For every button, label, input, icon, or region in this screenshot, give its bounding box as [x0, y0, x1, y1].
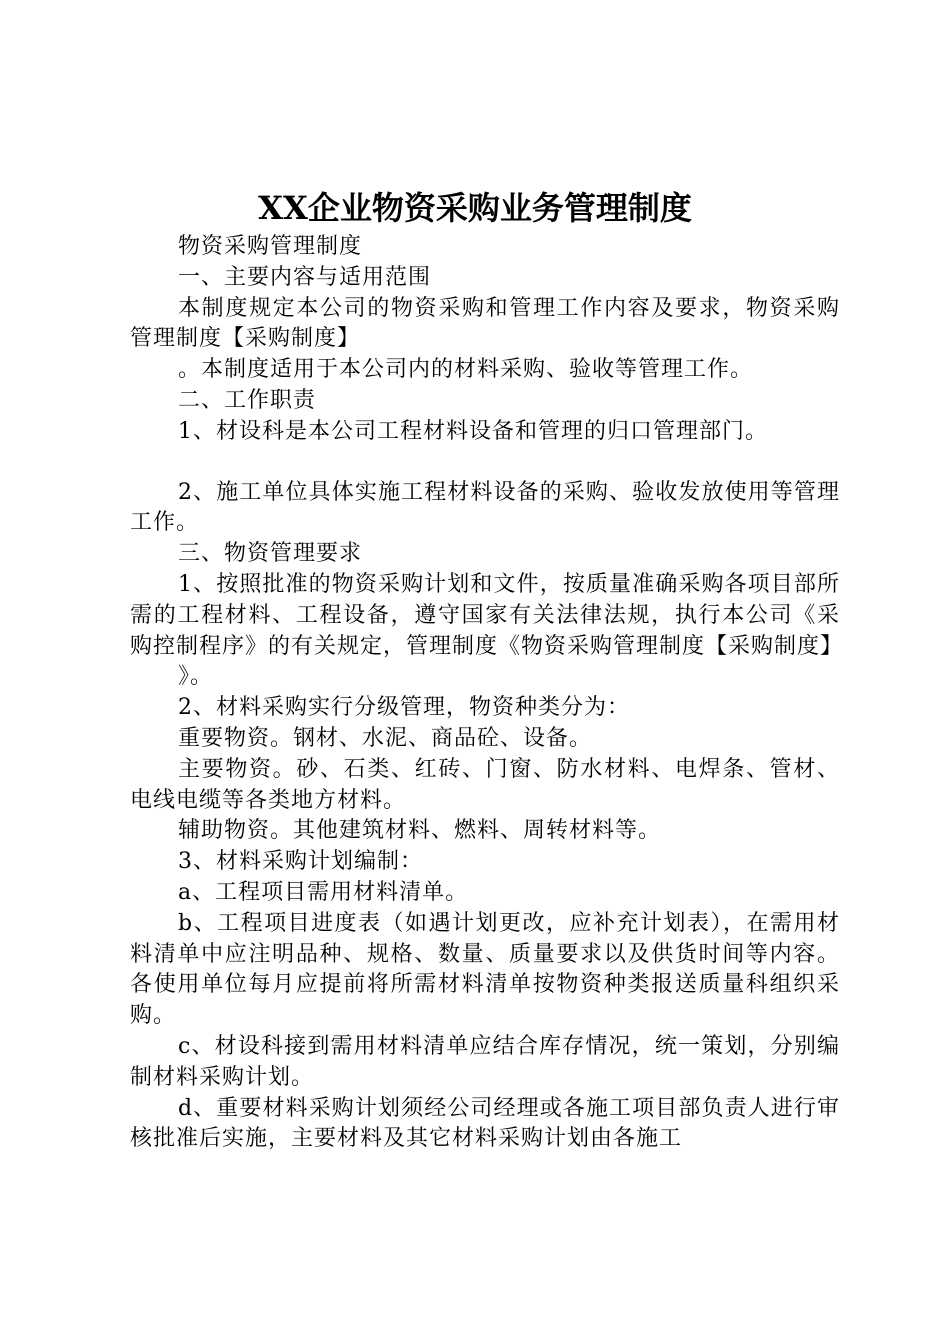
- paragraph: 重要物资。钢材、水泥、商品砼、设备。: [178, 725, 593, 751]
- paragraph: 辅助物资。其他建筑材料、燃料、周转材料等。: [178, 818, 662, 844]
- document-body: [130, 232, 844, 1155]
- paragraph: 3、材料采购计划编制：: [178, 849, 423, 875]
- paragraph: 主要物资。砂、石类、红砖、门窗、防水材料、电焊条、管材、电线电缆等各类地方材料。: [130, 756, 840, 813]
- section-heading: 三、物资管理要求: [178, 541, 363, 567]
- paragraph: 物资采购管理制度: [178, 234, 363, 259]
- section-heading: 二、工作职责: [178, 387, 317, 413]
- paragraph: c、材设科接到需用材料清单应结合库存情况，统一策划，分别编制材料采购计划。: [130, 1033, 840, 1090]
- paragraph: 1、材设科是本公司工程材料设备和管理的归口管理部门。: [178, 418, 768, 444]
- paragraph: 。本制度适用于本公司内的材料采购、验收等管理工作。: [178, 357, 754, 383]
- section-heading: 一、主要内容与适用范围: [178, 264, 432, 290]
- paragraph: 2、施工单位具体实施工程材料设备的采购、验收发放使用等管理工作。: [130, 479, 840, 536]
- document-title: XX企业物资采购业务管理制度: [258, 189, 692, 227]
- paragraph: 》。: [178, 664, 214, 690]
- paragraph: a、工程项目需用材料清单。: [178, 879, 469, 905]
- paragraph: b、工程项目进度表（如遇计划更改，应补充计划表），在需用材料清单中应注明品种、规格、数量、质量要求以及供货时间等内容。各使用单位每月应提前将所需材料清单按物资种类报送质量科组织采购。: [130, 910, 840, 1029]
- paragraph: d、重要材料采购计划须经公司经理或各施工项目部负责人进行审核批准后实施，主要材料及其它材料采购计划由各施工: [130, 1095, 840, 1152]
- paragraph: 1、按照批准的物资采购计划和文件，按质量准确采购各项目部所需的工程材料、工程设备，遵守国家有关法律法规，执行本公司《采购控制程序》的有关规定，管理制度《物资采购管理制度【采购制度】: [130, 571, 844, 659]
- paragraph: 2、材料采购实行分级管理，物资种类分为：: [178, 695, 630, 721]
- paragraph: 本制度规定本公司的物资采购和管理工作内容及要求，物资采购管理制度【采购制度】: [130, 295, 840, 352]
